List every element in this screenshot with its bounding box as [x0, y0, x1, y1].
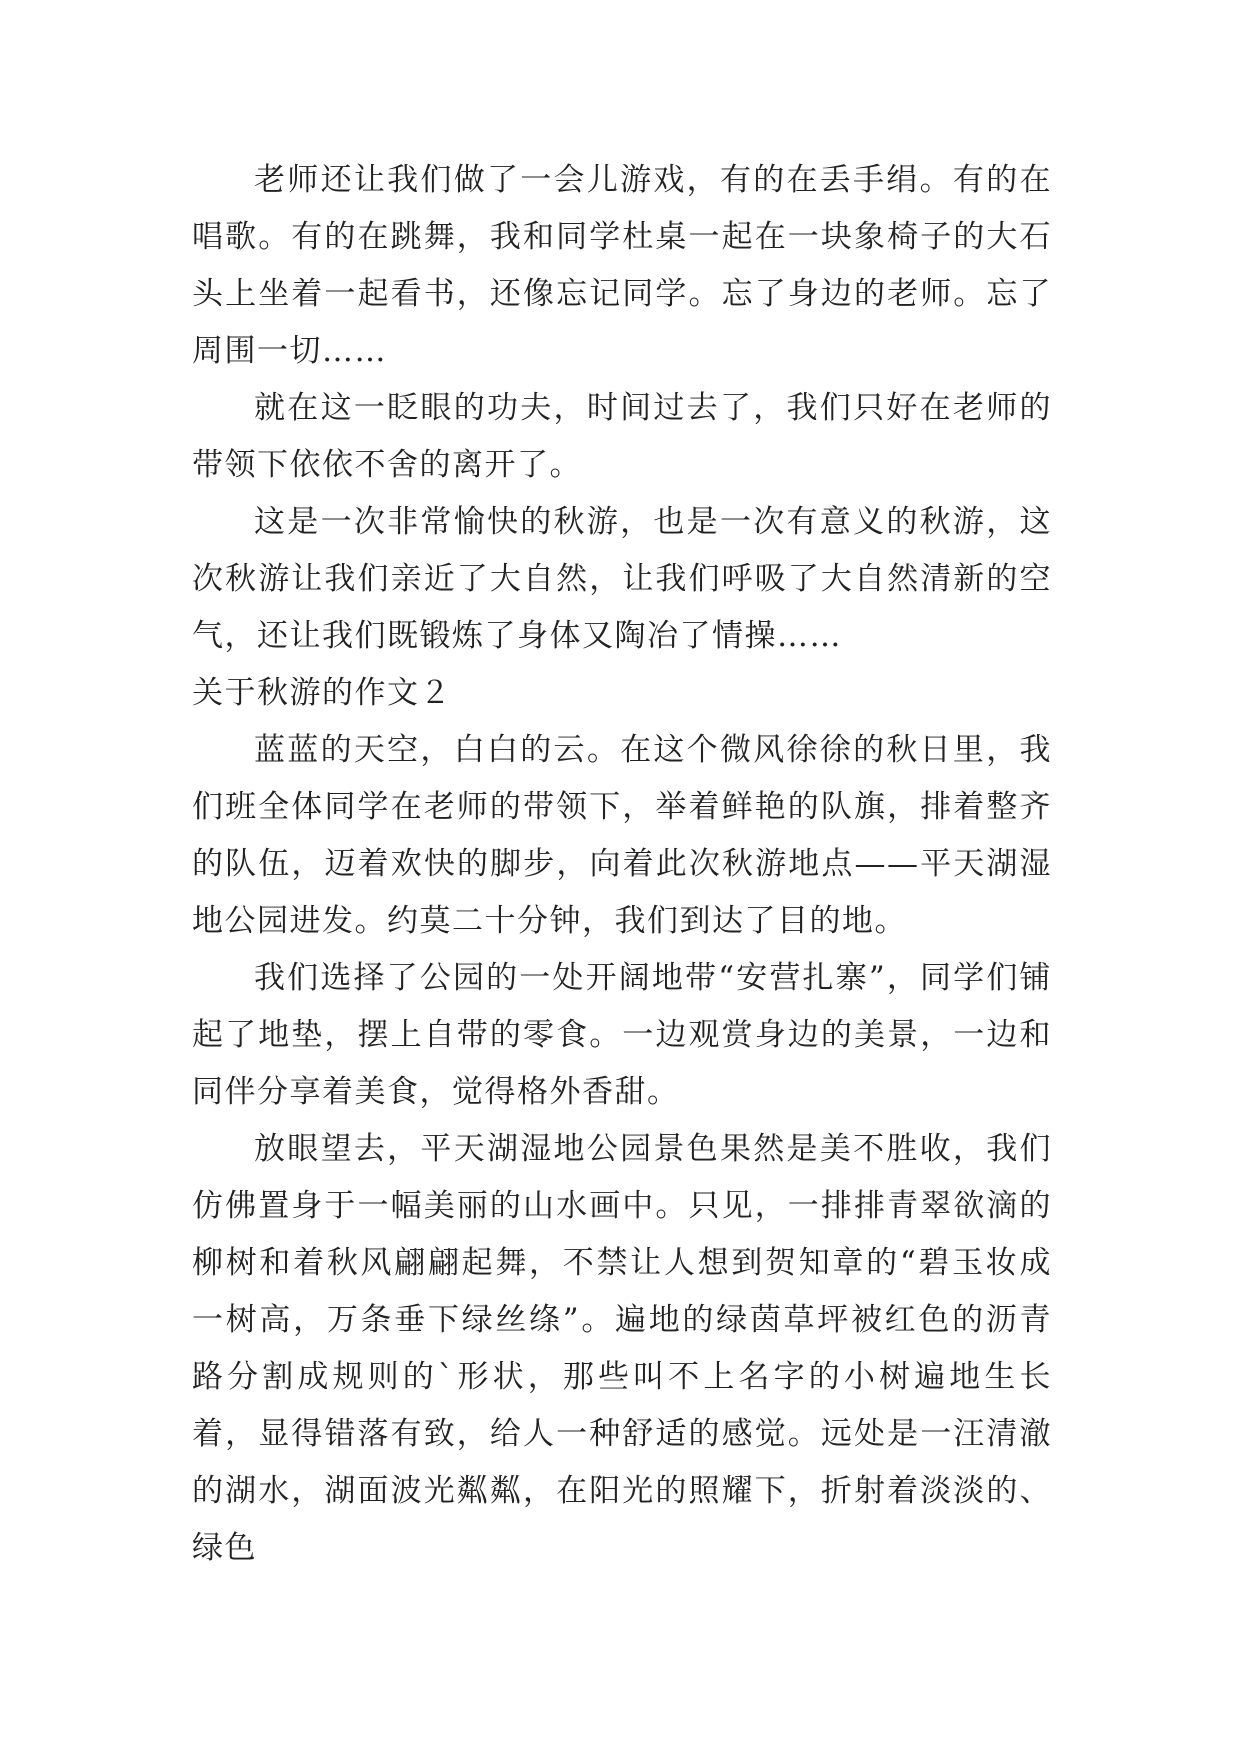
- paragraph-scenery: 放眼望去，平天湖湿地公园景色果然是美不胜收，我们仿佛置身于一幅美丽的山水画中。只见，一排排青翠欲滴的柳树和着秋风翩翩起舞，不禁让人想到贺知章的“碧玉妆成一树高，万条垂下绿丝绦”。遍地的绿茵草坪被红色的沥青路分割成规则的`形状，那些叫不上名字的小树遍地生长着，显得错落有致，给人一种舒适的感觉。远处是一汪清澈的湖水，湖面波光粼粼，在阳光的照耀下，折射着淡淡的、绿色: [192, 1131, 1052, 1566]
- paragraph-summary: 这是一次非常愉快的秋游，也是一次有意义的秋游，这次秋游让我们亲近了大自然，让我们呼吸了大自然清新的空气，还让我们既锻炼了身体又陶冶了情操……: [192, 504, 1052, 654]
- paragraph-games: 老师还让我们做了一会儿游戏，有的在丢手绢。有的在唱歌。有的在跳舞，我和同学杜桌一起在一块象椅子的大石头上坐着一起看书，还像忘记同学。忘了身边的老师。忘了周围一切……: [192, 162, 1052, 369]
- paragraph-leaving: 就在这一眨眼的功夫，时间过去了，我们只好在老师的带领下依依不舍的离开了。: [192, 390, 1052, 483]
- essay-title: 关于秋游的作文２: [192, 675, 452, 711]
- paragraph-picnic: 我们选择了公园的一处开阔地带“安营扎寨”，同学们铺起了地垫，摆上自带的零食。一边观赏身边的美景，一边和同伴分享着美食，觉得格外香甜。: [192, 960, 1052, 1110]
- paragraph-departure: 蓝蓝的天空，白白的云。在这个微风徐徐的秋日里，我们班全体同学在老师的带领下，举着鲜艳的队旗，排着整齐的队伍，迈着欢快的脚步，向着此次秋游地点——平天湖湿地公园进发。约莫二十分钟，我们到达了目的地。: [192, 732, 1052, 939]
- document-body: [192, 152, 1052, 1577]
